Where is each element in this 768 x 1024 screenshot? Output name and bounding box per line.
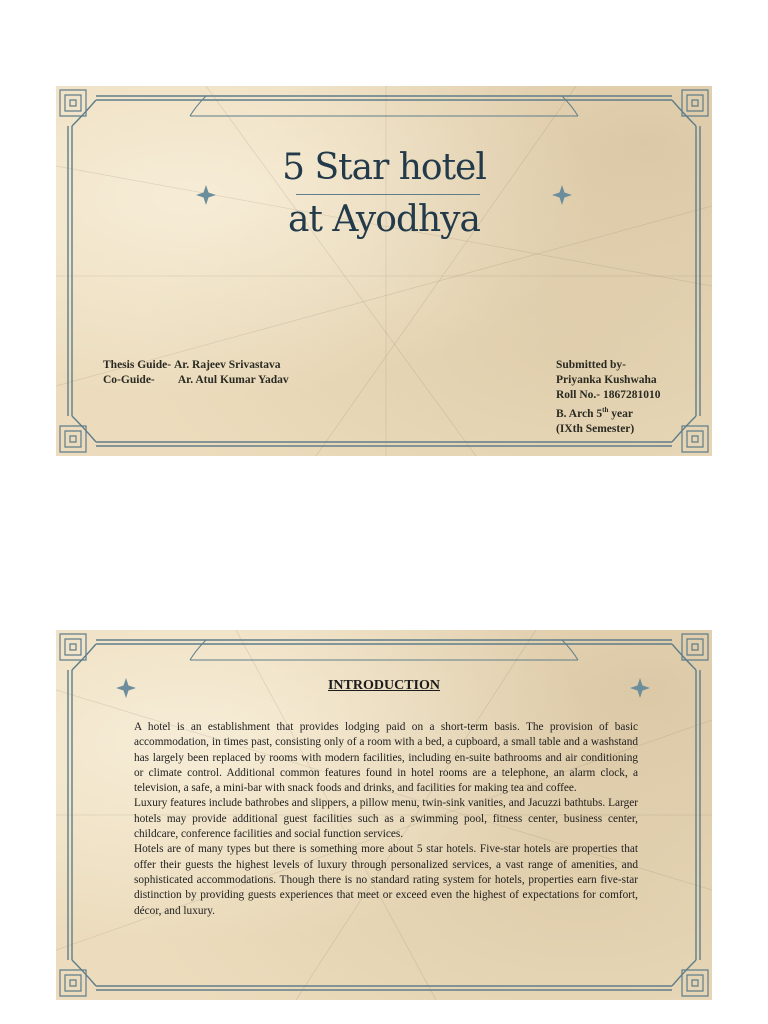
paragraph-1: A hotel is an establishment that provides lodging paid on a short-term basis. The provision of basic accommodation, in times past, consisting only of a room with a bed, a cupboard, a small table and a washstand has largely been replaced by rooms with modern facilities, including en-suite bathrooms and air conditioning or climate control. Additional common features found in hotel rooms are a telephone, an alarm clock, a television, a safe, a mini-bar with snack foods and drinks, and facilities for making tea and coffee. bbox=[134, 721, 638, 795]
coguide-label: Co-Guide- bbox=[103, 374, 155, 386]
submission-info bbox=[556, 358, 660, 437]
introduction-body bbox=[134, 720, 638, 919]
course-year bbox=[556, 403, 660, 422]
roll-number: Roll No.- 1867281010 bbox=[556, 389, 661, 401]
guide-name: Ar. Rajeev Srivastava bbox=[173, 359, 281, 371]
introduction-slide bbox=[56, 630, 712, 1000]
paragraph-3: Hotels are of many types but there is something more about 5 star hotels. Five-star hotels are properties that offer their guests the highest levels of luxury through personalized services, a vast range of amenities, and sophisticated accommodations. Though there is no standard rating system for hotels, properties earn five-star distinction by providing guests experiences that meet or exceed even the highest of expectations for comfort, décor, and luxury. bbox=[134, 843, 638, 917]
cover-title-line2: at Ayodhya bbox=[288, 199, 480, 240]
course-prefix: B. Arch 5 bbox=[556, 407, 603, 420]
submitted-by-label: Submitted by- bbox=[556, 359, 626, 371]
semester: (IXth Semester) bbox=[556, 422, 635, 435]
guide-label: Thesis Guide- bbox=[103, 359, 172, 371]
student-name: Priyanka Kushwaha bbox=[556, 374, 657, 386]
paragraph-2: Luxury features include bathrobes and slippers, a pillow menu, twin-sink vanities, and Jacuzzi bathtubs. Larger hotels may provide additional guest facilities such as a swimming pool, fitness center, business center, childcare, conference facilities and social function services. bbox=[134, 797, 638, 841]
guide-info bbox=[103, 358, 289, 388]
cover-title-line1: 5 Star hotel bbox=[282, 147, 486, 188]
course-sup: th bbox=[602, 406, 609, 414]
course-suffix: year bbox=[608, 407, 633, 420]
section-heading: INTRODUCTION bbox=[327, 678, 440, 693]
title-divider bbox=[296, 194, 480, 195]
cover-slide bbox=[56, 86, 712, 456]
coguide-name: Ar. Atul Kumar Yadav bbox=[177, 374, 289, 386]
